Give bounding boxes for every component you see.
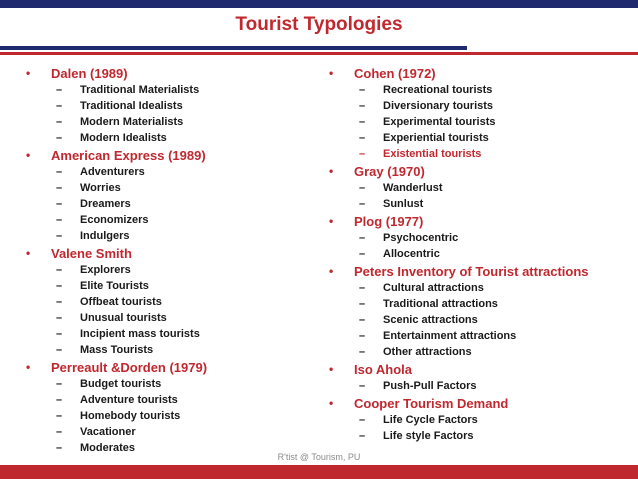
typology-group — [329, 394, 634, 444]
typology-heading: • Cooper Tourism Demand — [329, 395, 509, 411]
typology-item: – Diversionary tourists — [359, 100, 494, 112]
bullet-icon: • — [329, 362, 334, 376]
bullet-icon: • — [329, 66, 334, 80]
typology-heading: • American Express (1989) — [26, 147, 206, 163]
typology-heading: • Plog (1977) — [329, 213, 424, 229]
typology-item: – Cultural attractions — [359, 282, 484, 294]
bullet-icon: • — [329, 396, 334, 410]
dash-icon: – — [359, 430, 366, 442]
dash-icon: – — [359, 132, 366, 144]
bullet-icon: • — [329, 214, 334, 228]
typology-group — [329, 360, 634, 394]
typology-group — [329, 262, 634, 360]
typology-item: – Dreamers — [56, 198, 131, 210]
bullet-icon: • — [329, 264, 334, 278]
dash-icon: – — [359, 116, 366, 128]
typology-item: – Push-Pull Factors — [359, 380, 477, 392]
dash-icon: – — [56, 296, 63, 308]
typology-item: – Traditional attractions — [359, 298, 498, 310]
dash-icon: – — [359, 84, 366, 96]
typology-item: – Recreational tourists — [359, 84, 493, 96]
typology-heading: • Valene Smith — [26, 245, 132, 261]
dash-icon: – — [359, 100, 366, 112]
typology-item: – Indulgers — [56, 230, 130, 242]
dash-icon: – — [359, 380, 366, 392]
typology-item: – Other attractions — [359, 346, 472, 358]
dash-icon: – — [359, 198, 366, 210]
typology-item: – Allocentric — [359, 248, 440, 260]
dash-icon: – — [56, 116, 63, 128]
dash-icon: – — [359, 248, 366, 260]
dash-icon: – — [359, 182, 366, 194]
typology-group — [329, 212, 634, 262]
typology-item: – Adventurers — [56, 166, 145, 178]
typology-item: – Life Cycle Factors — [359, 414, 478, 426]
slide-footer: R'tist @ Tourism, PU — [277, 452, 361, 462]
dash-icon: – — [56, 312, 63, 324]
typology-item: – Traditional Idealists — [56, 100, 183, 112]
right-column — [329, 64, 634, 444]
typology-item: – Homebody tourists — [56, 410, 181, 422]
typology-group — [26, 358, 316, 456]
typology-group — [26, 146, 316, 244]
typology-heading: • Cohen (1972) — [329, 65, 436, 81]
dash-icon: – — [56, 166, 63, 178]
bullet-icon: • — [26, 246, 31, 260]
typology-item-highlighted: – Existential tourists — [359, 148, 482, 160]
typology-item: – Modern Materialists — [56, 116, 184, 128]
typology-item: – Wanderlust — [359, 182, 443, 194]
typology-heading: • Perreault &Dorden (1979) — [26, 359, 208, 375]
dash-icon: – — [359, 282, 366, 294]
bullet-icon: • — [26, 148, 31, 162]
dash-icon: – — [56, 378, 63, 390]
dash-icon: – — [56, 280, 63, 292]
title-rule-red — [0, 52, 638, 55]
typology-group — [329, 64, 634, 162]
dash-icon: – — [359, 232, 366, 244]
dash-icon: – — [56, 100, 63, 112]
dash-icon: – — [56, 328, 63, 340]
slide-title: Tourist Typologies — [235, 14, 403, 35]
typology-heading: • Dalen (1989) — [26, 65, 128, 81]
typology-item: – Vacationer — [56, 426, 136, 438]
typology-group — [26, 244, 316, 358]
typology-item: – Budget tourists — [56, 378, 162, 390]
dash-icon: – — [56, 442, 63, 454]
dash-icon: – — [56, 230, 63, 242]
dash-icon: – — [359, 314, 366, 326]
dash-icon: – — [56, 84, 63, 96]
dash-icon: – — [56, 344, 63, 356]
typology-item: – Experiential tourists — [359, 132, 489, 144]
dash-icon: – — [359, 414, 366, 426]
typology-item: – Elite Tourists — [56, 280, 149, 292]
typology-item: – Economizers — [56, 214, 149, 226]
dash-icon: – — [56, 182, 63, 194]
typology-item: – Sunlust — [359, 198, 424, 210]
dash-icon: – — [56, 394, 63, 406]
bottom-band — [0, 465, 638, 479]
typology-item: – Life style Factors — [359, 430, 474, 442]
typology-heading: • Iso Ahola — [329, 361, 413, 377]
typology-item: – Psychocentric — [359, 232, 459, 244]
dash-icon: – — [56, 214, 63, 226]
bullet-icon: • — [26, 66, 31, 80]
dash-icon: – — [359, 148, 366, 160]
dash-icon: – — [56, 132, 63, 144]
dash-icon: – — [56, 426, 63, 438]
typology-item: – Incipient mass tourists — [56, 328, 200, 340]
typology-item: – Worries — [56, 182, 121, 194]
typology-group — [329, 162, 634, 212]
typology-item: – Moderates — [56, 442, 136, 454]
bullet-icon: • — [26, 360, 31, 374]
typology-item: – Traditional Materialists — [56, 84, 200, 96]
dash-icon: – — [56, 264, 63, 276]
typology-item: – Mass Tourists — [56, 344, 154, 356]
title-rule-blue — [0, 46, 467, 50]
left-column — [26, 64, 316, 456]
typology-group — [26, 64, 316, 146]
typology-heading: • Peters Inventory of Tourist attractions — [329, 263, 589, 279]
typology-item: – Modern Idealists — [56, 132, 167, 144]
typology-item: – Offbeat tourists — [56, 296, 162, 308]
typology-heading: • Gray (1970) — [329, 163, 425, 179]
dash-icon: – — [359, 330, 366, 342]
typology-item: – Entertainment attractions — [359, 330, 517, 342]
typology-item: – Explorers — [56, 264, 131, 276]
typology-item: – Experimental tourists — [359, 116, 496, 128]
typology-item: – Adventure tourists — [56, 394, 178, 406]
dash-icon: – — [56, 410, 63, 422]
bullet-icon: • — [329, 164, 334, 178]
top-band — [0, 0, 638, 8]
typology-item: – Unusual tourists — [56, 312, 167, 324]
dash-icon: – — [56, 198, 63, 210]
typology-item: – Scenic attractions — [359, 314, 478, 326]
dash-icon: – — [359, 298, 366, 310]
dash-icon: – — [359, 346, 366, 358]
